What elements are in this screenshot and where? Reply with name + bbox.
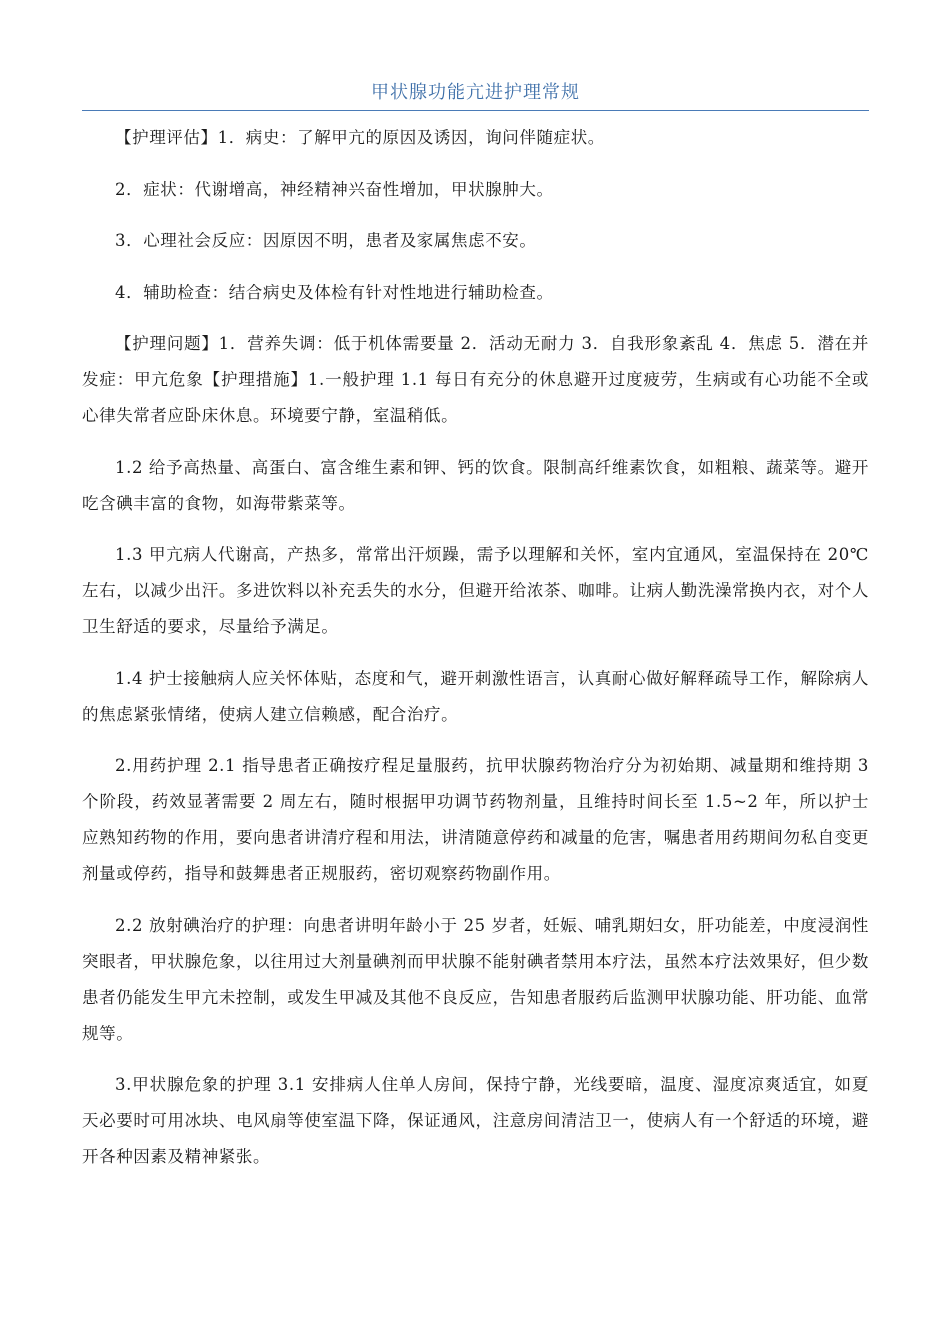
paragraph-radioiodine-care: 2.2 放射碘治疗的护理：向患者讲明年龄小于 25 岁者，妊娠、哺乳期妇女，肝功能差，中度浸润性突眼者，甲状腺危象，以往用过大剂量碘剂而甲状腺不能射碘者禁用本疗法，虽然本疗法效果好，但少数患者仍能发生甲亢未控制，或发生甲减及其他不良反应，告知患者服药后监测甲状腺功能、肝功能、血常规等。 xyxy=(82,915,869,1043)
paragraph-assessment-symptoms: 2．症状：代谢增高，神经精神兴奋性增加，甲状腺肿大。 xyxy=(115,179,554,199)
paragraph-problems-and-general-care: 【护理问题】1．营养失调：低于机体需要量 2．活动无耐力 3．自我形象紊乱 4．焦虑 5．潜在并发症：甲亢危象【护理措施】1.一般护理 1.1 每日有充分的休息避开过度疲劳，生病或有心功能不全或心律失常者应卧床休息。环境要宁静，室温稍低。 xyxy=(82,334,869,425)
paragraph-assessment-psychosocial: 3．心理社会反应：因原因不明，患者及家属焦虑不安。 xyxy=(115,231,537,250)
paragraph-medication-care: 2.用药护理 2.1 指导患者正确按疗程足量服药，抗甲状腺药物治疗分为初始期、减量期和维持期 3 个阶段，药效显著需要 2 周左右，随时根据甲功调节药物剂量，且维持时间长至 1.5~2 年，所以护士应熟知药物的作用，要向患者讲清疗程和用法，讲清随意停药和减量的危害，嘱患者用药期间勿私自变更剂量或停药，指导和鼓舞患者正规服药，密切观察药物副作用。 xyxy=(82,756,869,883)
document-body xyxy=(82,120,869,1191)
paragraph-assessment-history: 【护理评估】1．病史：了解甲亢的原因及诱因，询问伴随症状。 xyxy=(115,128,605,147)
document-title: 甲状腺功能亢进护理常规 xyxy=(371,82,580,103)
document-header xyxy=(82,80,869,111)
paragraph-thyroid-crisis-care: 3.甲状腺危象的护理 3.1 安排病人住单人房间，保持宁静，光线要暗，温度、湿度凉爽适宜，如夏天必要时可用冰块、电风扇等使室温下降，保证通风，注意房间清洁卫一，使病人有一个舒适的环境，避开各种因素及精神紧张。 xyxy=(82,1075,869,1166)
paragraph-environment: 1.3 甲亢病人代谢高，产热多，常常出汗烦躁，需予以理解和关怀，室内宜通风，室温保持在 20℃左右，以减少出汗。多进饮料以补充丢失的水分，但避开给浓茶、咖啡。让病人勤洗澡常换内衣，对个人卫生舒适的要求，尽量给予满足。 xyxy=(82,545,869,636)
paragraph-assessment-exams: 4．辅助检查：结合病史及体检有针对性地进行辅助检查。 xyxy=(115,282,554,302)
paragraph-psychological-care: 1.4 护士接触病人应关怀体贴，态度和气，避开刺激性语言，认真耐心做好解释疏导工作，解除病人的焦虑紧张情绪，使病人建立信赖感，配合治疗。 xyxy=(82,668,869,724)
paragraph-diet: 1.2 给予高热量、高蛋白、富含维生素和钾、钙的饮食。限制高纤维素饮食，如粗粮、蔬菜等。避开吃含碘丰富的食物，如海带紫菜等。 xyxy=(82,457,869,513)
